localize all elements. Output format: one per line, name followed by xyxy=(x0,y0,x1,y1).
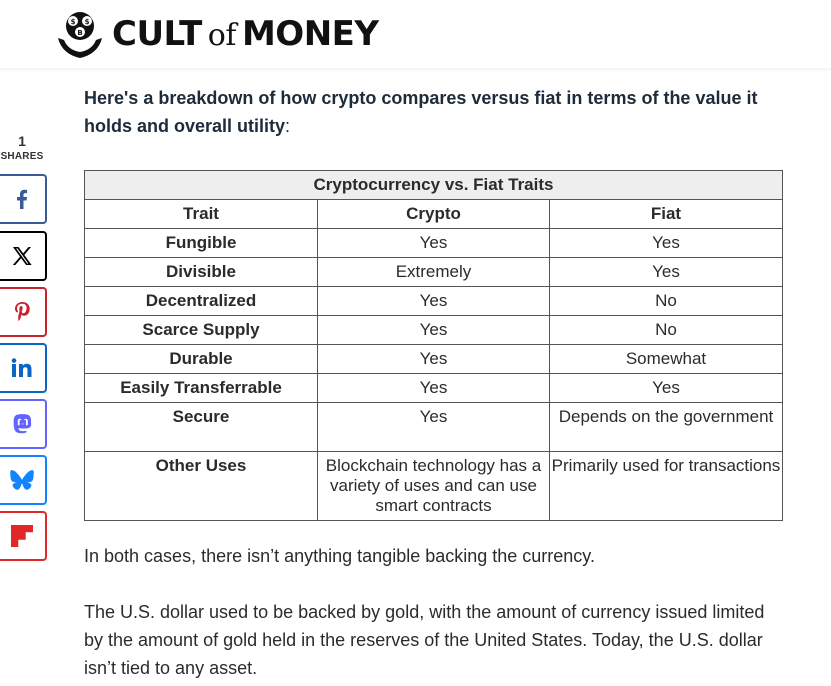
logo-word-money: MONEY xyxy=(241,14,379,54)
crypto-cell: Yes xyxy=(318,287,550,316)
share-x-button[interactable] xyxy=(0,231,47,281)
trait-cell: Other Uses xyxy=(85,452,318,521)
share-count-label: SHARES xyxy=(0,151,44,162)
share-mastodon-button[interactable] xyxy=(0,399,47,449)
svg-text:$: $ xyxy=(70,18,76,26)
share-bluesky-button[interactable] xyxy=(0,455,47,505)
crypto-cell: Yes xyxy=(318,374,550,403)
svg-text:B: B xyxy=(77,29,83,37)
share-pinterest-button[interactable] xyxy=(0,287,47,337)
crypto-cell: Extremely xyxy=(318,258,550,287)
table-header-row xyxy=(85,200,783,229)
crypto-cell: Yes xyxy=(318,316,550,345)
fiat-cell: Primarily used for transactions xyxy=(550,452,783,521)
fiat-cell: Yes xyxy=(550,229,783,258)
crypto-cell: Yes xyxy=(318,229,550,258)
trait-cell: Secure xyxy=(85,403,318,452)
fiat-cell: No xyxy=(550,287,783,316)
fiat-cell: Yes xyxy=(550,258,783,287)
svg-text:$: $ xyxy=(84,18,90,26)
mastodon-icon xyxy=(11,413,33,435)
fiat-cell: Somewhat xyxy=(550,345,783,374)
share-facebook-button[interactable] xyxy=(0,174,47,224)
share-linkedin-button[interactable] xyxy=(0,343,47,393)
paragraph-tangible: In both cases, there isn’t anything tangible backing the currency. xyxy=(84,546,595,566)
intro-text xyxy=(84,84,784,140)
logo-wordmark xyxy=(112,14,379,54)
article-intro xyxy=(84,84,784,140)
logo-word-of: of xyxy=(207,18,236,53)
header-crypto: Crypto xyxy=(318,200,550,229)
flipboard-icon xyxy=(11,525,33,547)
x-icon xyxy=(11,245,33,267)
trait-cell: Easily Transferrable xyxy=(85,374,318,403)
fiat-cell: No xyxy=(550,316,783,345)
header-trait: Trait xyxy=(85,200,318,229)
trait-cell: Divisible xyxy=(85,258,318,287)
trait-cell: Durable xyxy=(85,345,318,374)
fiat-cell: Yes xyxy=(550,374,783,403)
site-logo[interactable] xyxy=(54,8,379,60)
table-caption: Cryptocurrency vs. Fiat Traits xyxy=(85,171,783,200)
table-row xyxy=(85,374,783,403)
trait-cell: Decentralized xyxy=(85,287,318,316)
logo-icon xyxy=(54,8,106,60)
share-count-number: 1 xyxy=(18,133,26,149)
trait-cell: Fungible xyxy=(85,229,318,258)
header-fiat: Fiat xyxy=(550,200,783,229)
fiat-cell: Depends on the government xyxy=(550,403,783,452)
share-count xyxy=(0,133,44,162)
bluesky-icon xyxy=(10,469,34,491)
crypto-cell: Yes xyxy=(318,345,550,374)
comparison-table xyxy=(84,170,783,521)
paragraph-gold-standard: The U.S. dollar used to be backed by gold, with the amount of currency issued limited by the amount of gold held in the reserves of the United States. Today, the U.S. dollar isn’t tied to any asset. xyxy=(84,602,765,678)
intro-sentence: Here's a breakdown of how crypto compares versus fiat in terms of the value it holds and overall utility xyxy=(84,88,758,136)
facebook-icon xyxy=(12,188,32,210)
trait-cell: Scarce Supply xyxy=(85,316,318,345)
table-row xyxy=(85,258,783,287)
site-header xyxy=(0,0,831,68)
table-row xyxy=(85,403,783,452)
table-row xyxy=(85,345,783,374)
linkedin-icon xyxy=(11,358,33,378)
pinterest-icon xyxy=(12,300,32,324)
table-row xyxy=(85,452,783,521)
table-row xyxy=(85,229,783,258)
crypto-cell: Blockchain technology has a variety of uses and can use smart contracts xyxy=(318,452,550,521)
crypto-cell: Yes xyxy=(318,403,550,452)
table-row xyxy=(85,316,783,345)
table-row xyxy=(85,287,783,316)
logo-word-cult: CULT xyxy=(112,14,202,54)
intro-colon: : xyxy=(285,116,291,136)
share-flipboard-button[interactable] xyxy=(0,511,47,561)
